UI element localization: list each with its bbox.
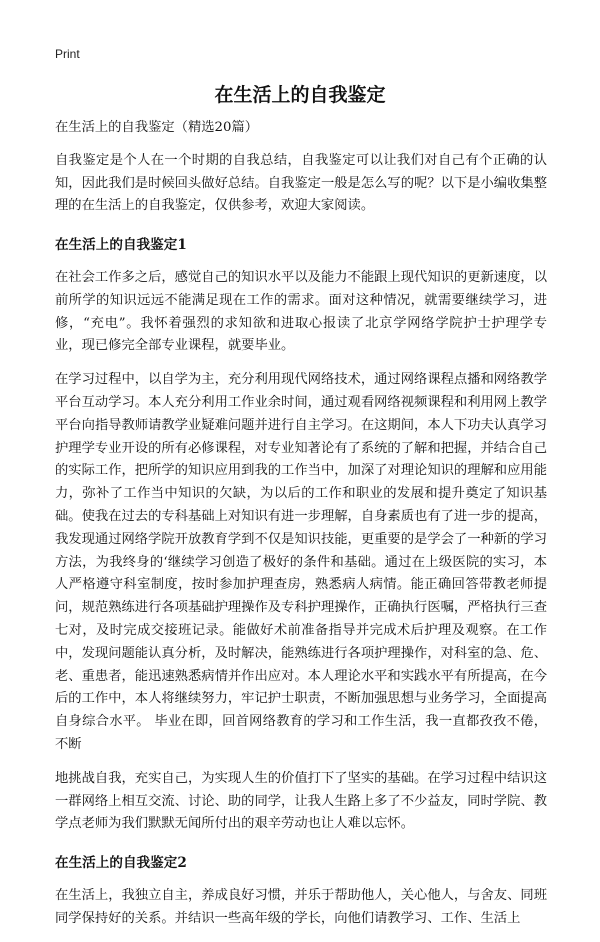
section-2-paragraph-1: 在生活上，我独立自主，养成良好习惯，并乐于帮助他人，关心他人，与舍友、同班同学保持好的关系。并结识一些高年级的学长，向他们请教学习、工作、生活上 — [55, 887, 547, 926]
intro-paragraph: 自我鉴定是个人在一个时期的自我总结，自我鉴定可以让我们对自己有个正确的认知，因此我们是时候回头做好总结。自我鉴定一般是怎么写的呢？以下是小编收集整理的在生活上的自我鉴定，仅供参考，欢迎大家阅读。 — [55, 152, 547, 214]
page-title: 在生活上的自我鉴定 — [214, 84, 386, 106]
document-body — [55, 117, 547, 942]
print-label: Print — [55, 47, 80, 61]
section-heading-1: 在生活上的自我鉴定1 — [55, 237, 187, 254]
section-1-paragraph-1: 在社会工作多之后，感觉自己的知识水平以及能力不能跟上现代知识的更新速度，以前所学的知识远远不能满足现在工作的需求。面对这种情况，就需要继续学习，进修，“充电”。我怀着强烈的求知欲和进取心报读了北京学网络学院护士护理学专业，现已修完全部专业课程，就要毕业。 — [55, 269, 547, 354]
section-1-paragraph-2: 在学习过程中，以自学为主，充分利用现代网络技术，通过网络课程点播和网络教学平台互动学习。本人充分利用工作业余时间，通过观看网络视频课程和利用网上教学平台向指导教师请教学业疑难问题并进行自主学习。在这期间，本人下功夫认真学习护理学专业开设的所有必修课程，对专业知著论有了系统的了解和把握，并结合自己的实际工作，把所学的知识应用到我的工作当中，加深了对理论知识的理解和应用能力，弥补了工作当中知识的欠缺，为以后的工作和职业的发展和提升奠定了知识基础。使我在过去的专科基础上对知识有进一步理解，自身素质也有了进一步的提高，我发现通过网络学院开放教育学到不仅是知识技能，更重要的是学会了一种新的学习方法，为我终身的‘继续学习创造了极好的条件和基础。通过在上级医院的实习，本人严格遵守科室制度，按时参加护理查房，熟悉病人病情。能正确回答带教老师提问，规范熟练进行各项基础护理操作及专科护理操作，正确执行医嘱，严格执行三查七对，及时完成交接班记录。能做好术前准备指导并完成术后护理及观察。在工作中，发现问题能认真分析，及时解决，能熟练进行各项护理操作，对科室的急、危、老、重患者，能迅速熟悉病情并作出应对。本人理论水平和实践水平有所提高，在今后的工作中，本人将继续努力，牢记护士职责，不断加强思想与业务学习，全面提高自身综合水平。 毕业在即，回首网络教育的学习和工作生活，我一直都孜孜不倦，不断 — [55, 372, 547, 752]
section-heading-2: 在生活上的自我鉴定2 — [55, 855, 187, 872]
section-1-paragraph-3: 地挑战自我，充实自己，为实现人生的价值打下了坚实的基础。在学习过程中结识这一群网络上相互交流、讨论、助的同学，让我人生路上多了不少益友，同时学院、教学点老师为我们默默无闻所付出的艰辛劳动也让人难以忘怀。 — [55, 770, 547, 832]
document-subtitle: 在生活上的自我鉴定（精选20篇） — [55, 120, 259, 135]
